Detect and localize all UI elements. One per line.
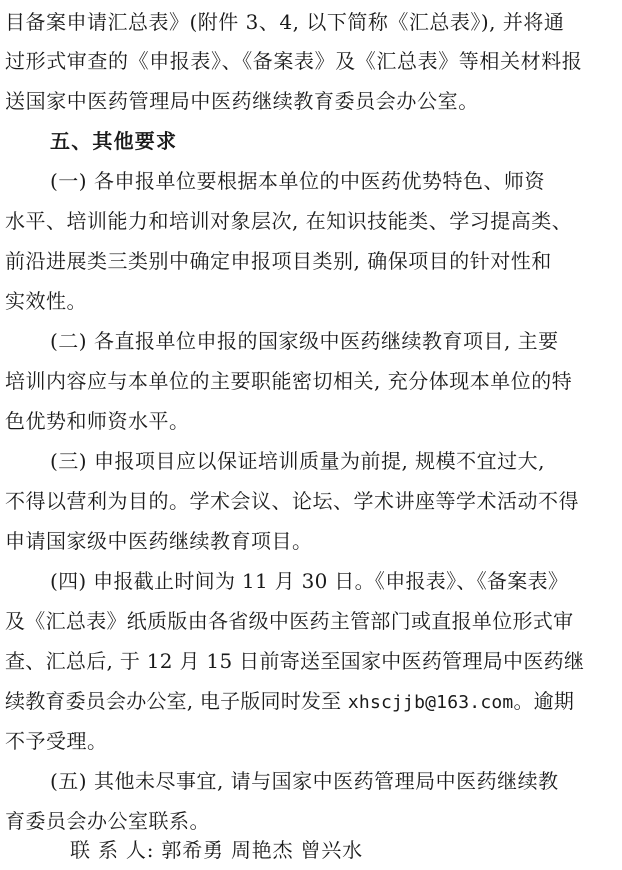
paragraph-1-line-3: 前沿进展类三类别中确定申报项目类别, 确保项目的针对性和 — [5, 249, 552, 273]
paragraph-4-line-3: 查、汇总后, 于 12 月 15 日前寄送至国家中医药管理局中医药继 — [5, 649, 585, 673]
intro-line-2: 过形式审查的《申报表》、《备案表》及《汇总表》等相关材料报 — [5, 49, 583, 73]
paragraph-1-line-4: 实效性。 — [5, 289, 87, 313]
section-heading: 五、其他要求 — [50, 129, 178, 153]
contact-persons: 联 系 人: 郭希勇 周艳杰 曾兴水 — [70, 838, 363, 862]
paragraph-2-line-2: 培训内容应与本单位的主要职能密切相关, 充分体现本单位的特 — [5, 369, 573, 393]
paragraph-3-line-3: 申请国家级中医药继续教育项目。 — [5, 529, 313, 553]
paragraph-1-line-1: (一) 各申报单位要根据本单位的中医药优势特色、师资 — [50, 169, 545, 193]
intro-line-3: 送国家中医药管理局中医药继续教育委员会办公室。 — [5, 89, 479, 113]
paragraph-4-line-2: 及《汇总表》纸质版由各省级中医药主管部门或直报单位形式审 — [5, 609, 574, 633]
paragraph-4-line-4 — [0, 681, 622, 721]
paragraph-3-line-2: 不得以营利为目的。学术会议、论坛、学术讲座等学术活动不得 — [5, 489, 579, 513]
paragraph-4-line-4-text: 续教育委员会办公室, 电子版同时发至 — [5, 689, 348, 713]
paragraph-2-line-3: 色优势和师资水平。 — [5, 409, 190, 433]
paragraph-4-line-5: 不予受理。 — [5, 729, 108, 753]
paragraph-4-line-4-tail: 。逾期 — [513, 689, 575, 713]
paragraph-1-line-2: 水平、培训能力和培训对象层次, 在知识技能类、学习提高类、 — [5, 209, 573, 233]
paragraph-5-line-2: 育委员会办公室联系。 — [5, 809, 210, 833]
paragraph-4-line-1: (四) 申报截止时间为 11 月 30 日。《申报表》、《备案表》 — [50, 569, 569, 593]
intro-line-1: 目备案申请汇总表》(附件 3、4, 以下简称《汇总表》), 并将通 — [5, 10, 565, 34]
contact-email: xhscjjb@163.com — [347, 692, 514, 713]
paragraph-3-line-1: (三) 申报项目应以保证培训质量为前提, 规模不宜过大, — [50, 449, 546, 473]
paragraph-5-line-1: (五) 其他未尽事宜, 请与国家中医药管理局中医药继续教 — [50, 769, 559, 793]
paragraph-2-line-1: (二) 各直报单位申报的国家级中医药继续教育项目, 主要 — [50, 329, 559, 353]
